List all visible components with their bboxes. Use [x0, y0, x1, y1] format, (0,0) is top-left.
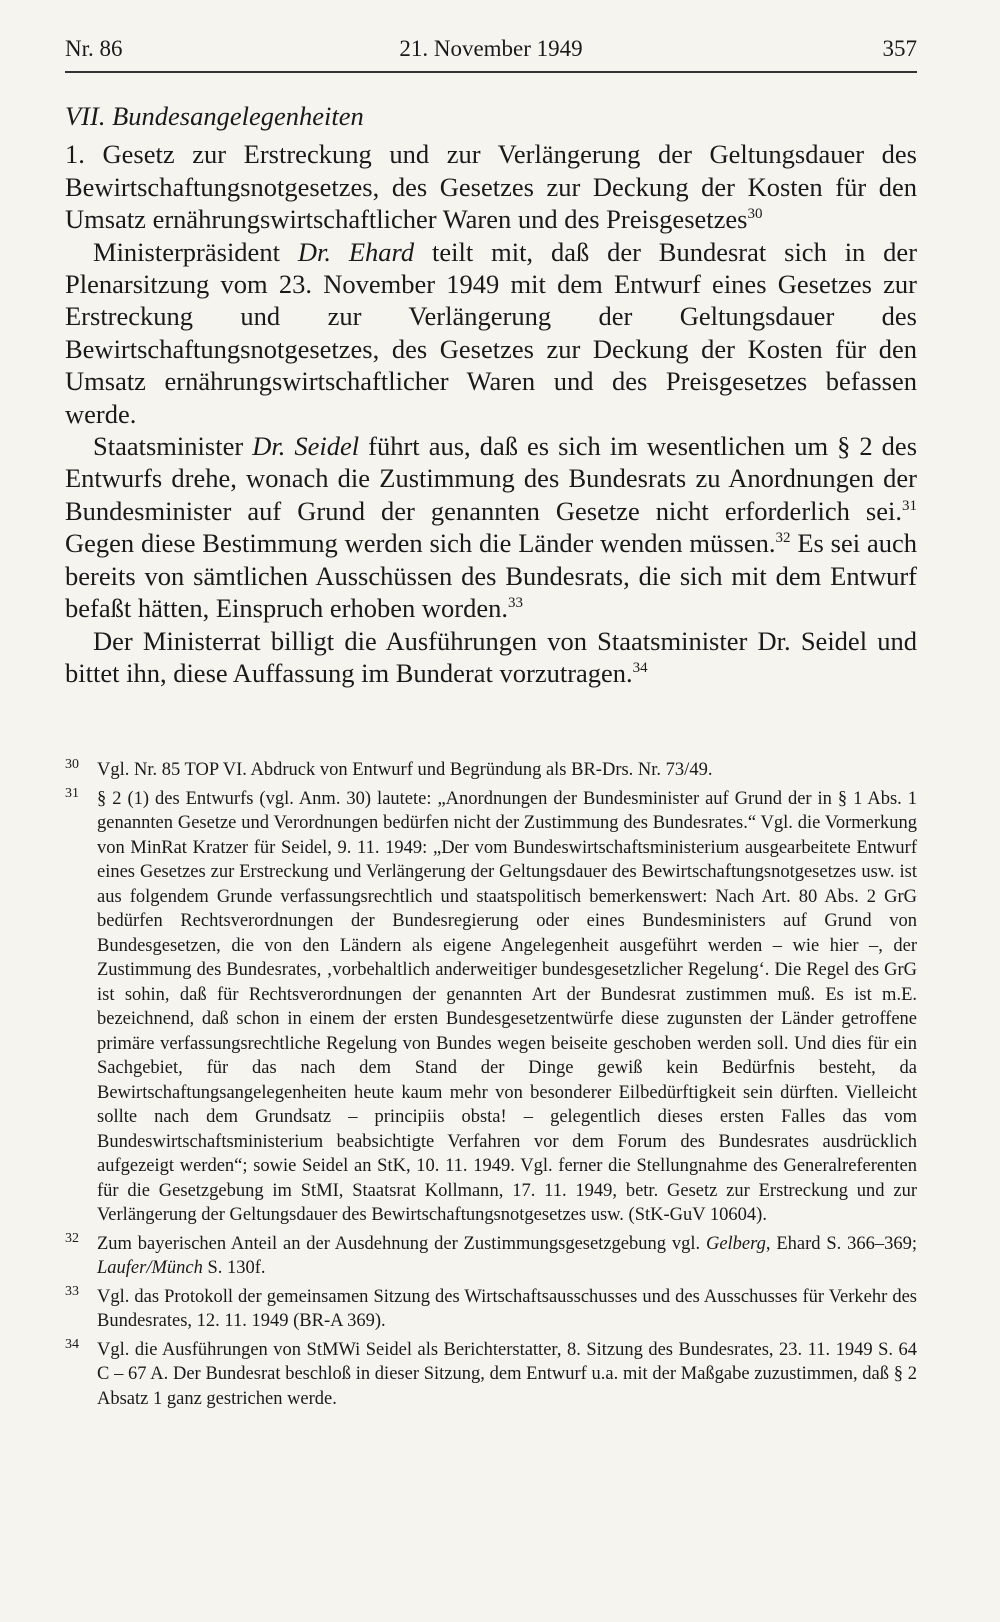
footnotes [65, 758, 917, 1415]
paragraph-text: Es sei auch bereits von sämtlichen Ausschüssen des Bundesrats, die sich mit dem Entwurf befaßt hätten, Einspruch erhoben worden. [65, 528, 917, 624]
footnote-ref-31: 31 [902, 498, 917, 515]
paragraph-text: führt aus, daß es sich im wesentlichen um § 2 des Entwurfs drehe, wonach die Zustimmung des Bundesrats zu Anordnungen der Bundesminister auf Grund der genannten Gesetze nicht erforderlich sei. [65, 431, 918, 526]
paragraph-decision [65, 625, 917, 690]
author-name: Gelberg [705, 1233, 766, 1254]
header-date: 21. November 1949 [399, 36, 583, 61]
agenda-item-text: 1. Gesetz zur Erstreckung und zur Verlängerung der Geltungsdauer des Bewirtschaftungsnotgesetzes, des Gesetzes zur Deckung der Kosten für den Umsatz ernährungswirtschaftlicher Waren und des Preisgesetzes [65, 139, 917, 235]
page-header [65, 36, 917, 70]
footnote-ref-30: 30 [747, 206, 763, 223]
footnote-number: 31 [65, 785, 79, 801]
footnote-32 [65, 1232, 917, 1281]
paragraph-text: teilt mit, daß der Bundesrat sich in der Plenarsitzung vom 23. November 1949 mit dem Entwurf eines Gesetzes zur Erstreckung und zur Verlängerung der Geltungsdauer des Bewirtschaftungsnotgesetzes, des Gesetzes zur Deckung der Kosten für den Umsatz ernährungswirtschaftlicher Waren und des Preisgesetzes befassen werde. [65, 236, 918, 429]
footnote-30 [65, 758, 917, 783]
author-name: Laufer/Münch [97, 1258, 203, 1278]
paragraph-text: Der Ministerrat billigt die Ausführungen von Staatsminister Dr. Seidel und bittet ihn, diese Auffassung im Bunderat vorzutragen. [65, 625, 917, 688]
footnote-text: Zum bayerischen Anteil an der Ausdehnung der Zustimmungsgesetzgebung vgl. [97, 1233, 706, 1254]
footnote-number: 33 [65, 1283, 79, 1299]
footnote-number: 34 [65, 1336, 79, 1352]
footnote-text: Vgl. die Ausführungen von StMWi Seidel als Berichterstatter, 8. Sitzung des Bundesrates, 23. 11. 1949 S. 64 C – 67 A. Der Bundesrat beschloß in dieser Sitzung, dem Entwurf u.a. mit der Maßgabe zuzustimmen, daß § 2 Absatz 1 ganz gestrichen werde. [97, 1339, 917, 1409]
header-page-number: 357 [882, 36, 917, 61]
paragraph-text: Ministerpräsident [93, 236, 298, 267]
paragraph-text: Staatsminister [93, 431, 253, 462]
footnote-text: , Ehard S. 366–369; [765, 1233, 917, 1254]
footnote-31 [65, 787, 917, 1228]
footnote-number: 32 [65, 1230, 79, 1246]
person-name: Dr. Seidel [252, 431, 360, 462]
section-title: VII. Bundesangelegenheiten [65, 101, 364, 131]
footnote-text: § 2 (1) des Entwurfs (vgl. Anm. 30) lautete: „Anordnungen der Bundesminister auf Grund der in § 1 Abs. 1 genannten Gesetze und Verordnungen bedürfen nicht der Zustimmung des Bundesrates.“ Vgl. die Vormerkung von MinRat Kratzer für Seidel, 9. 11. 1949: „Der vom Bundeswirtschaftsministerium ausgearbeitete Entwurf eines Gesetzes zur Erstreckung und Verlängerung der Geltungsdauer des Bewirtschaftungsnotgesetzes usw. ist aus folgendem Grunde verfassungsrechtlich und staatspolitisch bemerkenswert: Nach Art. 80 Abs. 2 GrG bedürfen Rechtsverordnungen der Bundesregierung oder eines Bundesministers auf Grund von Bundesgesetzen, die von den Ländern als eigene Angelegenheit ausgeführt werden – wie hier –, der Zustimmung des Bundesrates, ‚vorbehaltlich anderweitiger bundesgesetzlicher Regelung‘. Die Regel des GrG ist sohin, daß für Rechtsverordnungen der genannten Art der Bundesrat zustimmen muß. Es ist m.E. bezeichnend, daß schon in einem der ersten Bundesgesetzentwürfe diese zugunsten der Länder getroffene primäre verfassungsrechtliche Regelung von Bundes wegen beiseite geschoben werden soll. Und dies für ein Sachgebiet, für das nach dem Stand der Dinge gewiß kein Bedürfnis besteht, da Bewirtschaftungsangelegenheiten heute kaum mehr von besonderer Eilbedürftigkeit sein dürften. Vielleicht sollte nach dem Grundsatz – principiis obsta! – gelegentlich dieses ersten Falles das vom Bundeswirtschaftsministerium beabsichtigte Verfahren vor dem Forum des Bundesrates ausdrücklich aufgezeigt werden“; sowie Seidel an StK, 10. 11. 1949. Vgl. ferner die Stellungnahme des Generalreferenten für die Gesetzgebung im StMI, Staatsrat Kollmann, 17. 11. 1949, betr. Gesetz zur Erstreckung und zur Verlängerung der Geltungsdauer des Bewirtschaftungsnotgesetzes usw. (StK-GuV 10604). [97, 788, 917, 1225]
paragraph-ehard [65, 236, 917, 430]
footnote-ref-34: 34 [632, 660, 648, 677]
footnote-34 [65, 1338, 917, 1412]
footnote-number: 30 [65, 757, 79, 772]
main-text [65, 100, 917, 689]
footnote-text: Vgl. Nr. 85 TOP VI. Abdruck von Entwurf und Begründung als BR-Drs. Nr. 73/49. [97, 760, 713, 780]
header-rule [65, 71, 917, 73]
paragraph-agenda-item [65, 138, 917, 235]
footnote-text: S. 130f. [202, 1258, 266, 1278]
footnote-ref-33: 33 [507, 595, 523, 612]
header-document-number: Nr. 86 [65, 36, 123, 61]
footnote-33 [65, 1285, 917, 1334]
footnote-ref-32: 32 [775, 530, 791, 547]
paragraph-text: Gegen diese Bestimmung werden sich die Länder wenden müssen. [65, 528, 776, 559]
footnote-text: Vgl. das Protokoll der gemeinsamen Sitzung des Wirtschaftsausschusses und des Ausschusses für Verkehr des Bundesrates, 12. 11. 1949 (BR-A 369). [97, 1286, 917, 1331]
paragraph-seidel [65, 430, 917, 624]
person-name: Dr. Ehard [297, 236, 415, 267]
